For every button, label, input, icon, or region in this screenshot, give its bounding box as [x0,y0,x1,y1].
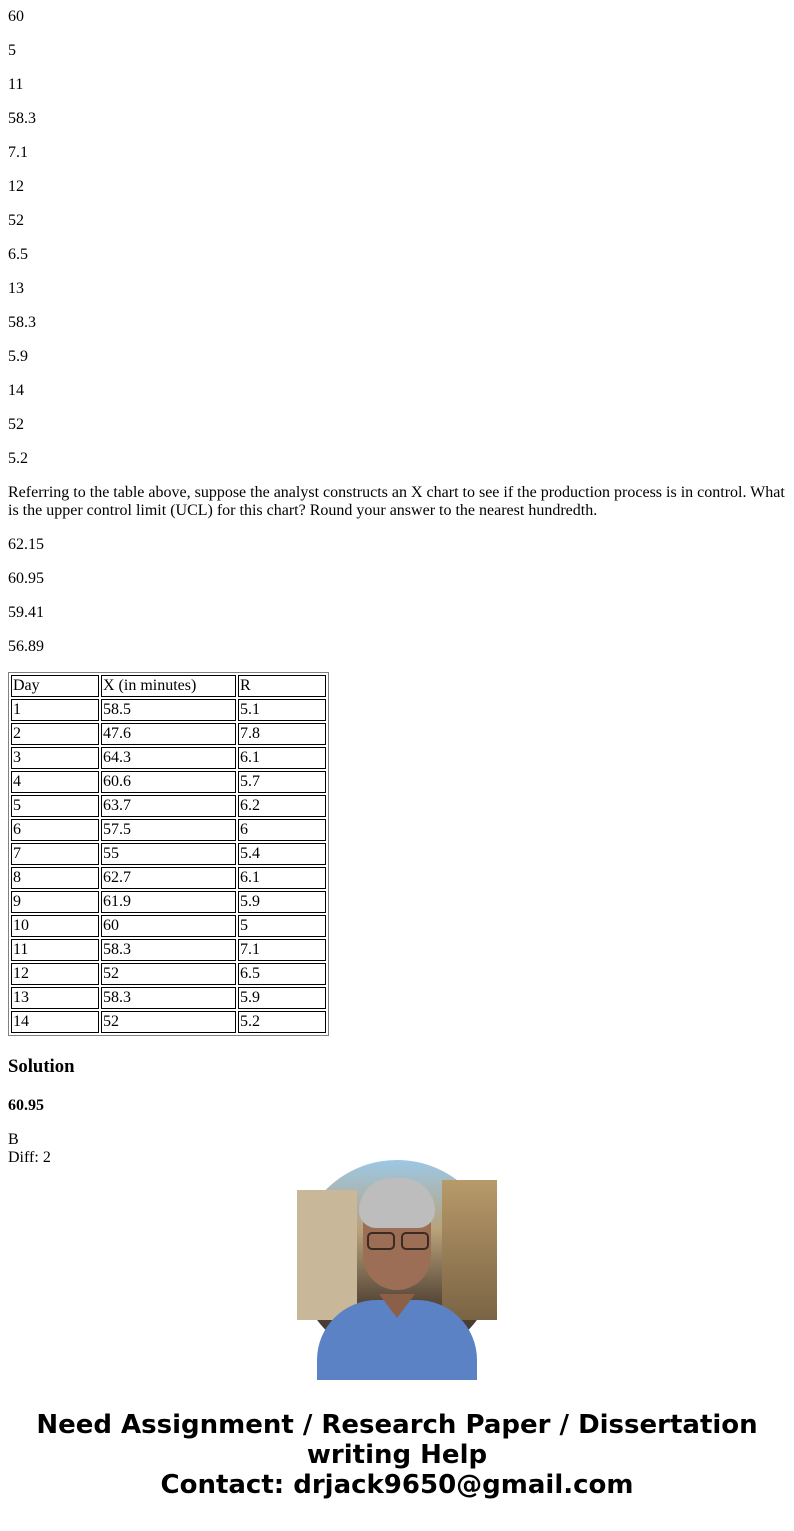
table-row [11,723,326,745]
cell-x: 64.3 [101,747,236,769]
cell-r: 7.1 [238,939,326,961]
data-table [8,672,329,1036]
promo-line-1: Need Assignment / Research Paper / Dissertation [36,1410,758,1440]
table-row [11,747,326,769]
cell-day: 12 [11,963,99,985]
solution-letter: B [8,1131,19,1148]
cell-r: 5.2 [238,1011,326,1033]
cell-x: 57.5 [101,819,236,841]
cell-r: 5.1 [238,699,326,721]
cell-r: 6.1 [238,747,326,769]
value-line: 5.9 [8,348,28,365]
cell-day: 2 [11,723,99,745]
cell-r: 5 [238,915,326,937]
option-a: 62.15 [8,536,44,553]
cell-x: 61.9 [101,891,236,913]
cell-r: 5.9 [238,987,326,1009]
cell-x: 52 [101,963,236,985]
header-day: Day [11,675,99,697]
document-body [0,8,794,1166]
value-line: 13 [8,280,24,297]
cell-r: 5.4 [238,843,326,865]
solution-heading: Solution [8,1056,75,1077]
value-line: 11 [8,76,24,93]
value-line: 58.3 [8,110,36,127]
solution-answer: 60.95 [8,1097,44,1114]
cell-x: 52 [101,1011,236,1033]
author-photo [297,1160,497,1360]
cell-r: 6 [238,819,326,841]
value-line: 52 [8,416,24,433]
option-c: 59.41 [8,604,44,621]
value-line: 60 [8,8,24,25]
cell-day: 10 [11,915,99,937]
table-row [11,891,326,913]
cell-r: 5.7 [238,771,326,793]
table-row [11,939,326,961]
cell-day: 3 [11,747,99,769]
promo-text [0,1410,794,1500]
table-row [11,771,326,793]
cell-day: 14 [11,1011,99,1033]
table-row [11,819,326,841]
promo-banner [0,1138,794,1500]
value-line: 6.5 [8,246,28,263]
header-r: R [238,675,326,697]
table-header-row [11,675,326,697]
table-row [11,867,326,889]
cell-day: 11 [11,939,99,961]
table-row [11,699,326,721]
value-line: 7.1 [8,144,28,161]
cell-day: 13 [11,987,99,1009]
promo-line-3: Contact: drjack9650@gmail.com [160,1470,634,1500]
cell-x: 62.7 [101,867,236,889]
value-line: 52 [8,212,24,229]
cell-r: 7.8 [238,723,326,745]
cell-x: 60.6 [101,771,236,793]
cell-x: 47.6 [101,723,236,745]
cell-x: 58.3 [101,939,236,961]
table-row [11,1011,326,1033]
table-row [11,987,326,1009]
table-row [11,843,326,865]
cell-r: 5.9 [238,891,326,913]
cell-day: 5 [11,795,99,817]
table-row [11,915,326,937]
cell-r: 6.2 [238,795,326,817]
cell-day: 9 [11,891,99,913]
cell-x: 63.7 [101,795,236,817]
value-line: 58.3 [8,314,36,331]
question-text: Referring to the table above, suppose the analyst constructs an X chart to see if the production process is in control. What is the upper control limit (UCL) for this chart? Round your answer to the nearest hundredth. [8,484,785,519]
answer-options [8,536,786,656]
cell-x: 58.5 [101,699,236,721]
value-list [8,8,786,468]
table-row [11,963,326,985]
value-line: 5 [8,42,16,59]
cell-day: 8 [11,867,99,889]
cell-day: 7 [11,843,99,865]
value-line: 12 [8,178,24,195]
value-line: 14 [8,382,24,399]
option-d: 56.89 [8,638,44,655]
option-b: 60.95 [8,570,44,587]
header-x: X (in minutes) [101,675,236,697]
cell-x: 55 [101,843,236,865]
cell-x: 58.3 [101,987,236,1009]
cell-day: 1 [11,699,99,721]
cell-day: 6 [11,819,99,841]
cell-r: 6.5 [238,963,326,985]
difficulty-line: Diff: 2 [8,1149,51,1166]
cell-day: 4 [11,771,99,793]
value-line: 5.2 [8,450,28,467]
cell-x: 60 [101,915,236,937]
promo-line-2: writing Help [306,1440,488,1470]
table-row [11,795,326,817]
cell-r: 6.1 [238,867,326,889]
